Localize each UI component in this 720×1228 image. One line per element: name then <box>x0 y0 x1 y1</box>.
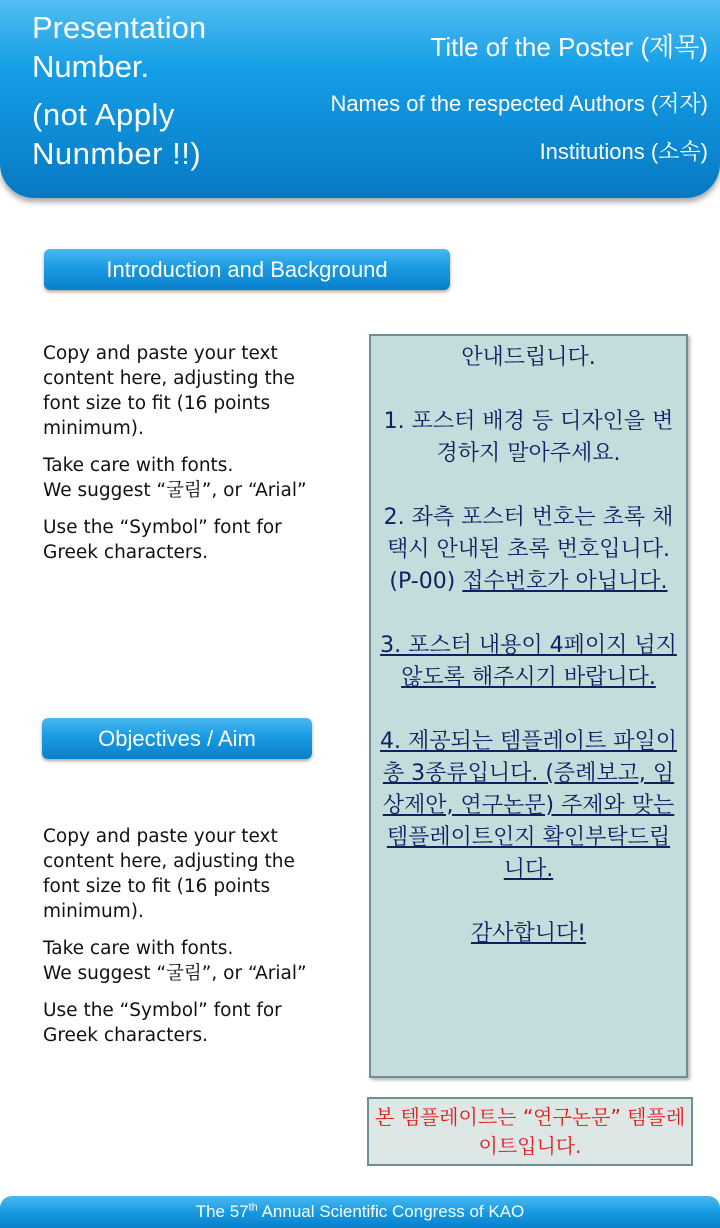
notice-greeting: 안내드립니다. <box>461 345 596 370</box>
notice-thanks: 감사합니다! <box>470 921 587 946</box>
intro-paragraph-2-line-2: We suggest “굴림”, or “Arial” <box>43 480 307 501</box>
notice-box <box>369 334 688 1078</box>
template-note-box: 본 템플레이트는 “연구논문” 템플레이트입니다. <box>367 1097 693 1166</box>
presentation-note: (not Apply Nunmber !!) <box>32 97 202 171</box>
intro-section-heading: Introduction and Background <box>44 249 450 290</box>
objectives-paragraph-2-line-1: Take care with fonts. <box>43 938 234 959</box>
poster-institutions: Institutions (소속) <box>539 139 708 164</box>
poster-title: Title of the Poster (제목) <box>430 32 708 62</box>
objectives-paragraph-3: Use the “Symbol” font for Greek characters. <box>43 1000 282 1046</box>
intro-paragraph-1: Copy and paste your text content here, adjusting the font size to fit (16 points minimum). <box>43 343 295 439</box>
intro-paragraph-2 <box>43 453 333 503</box>
objectives-section-heading: Objectives / Aim <box>42 718 312 759</box>
notice-item-3: 3. 포스터 내용이 4페이지 넘지 않도록 해주시기 바랍니다. <box>380 633 677 690</box>
objectives-paragraph-2-line-2: We suggest “굴림”, or “Arial” <box>43 963 307 984</box>
objectives-paragraph-1: Copy and paste your text content here, adjusting the font size to fit (16 points minimum). <box>43 826 295 922</box>
notice-item-2-text: 2. 좌측 포스터 번호는 초록 채택시 안내된 초록 번호입니다. (P-00) <box>383 505 674 594</box>
notice-item-1: 1. 포스터 배경 등 디자인을 변경하지 말아주세요. <box>383 409 674 466</box>
footer-suffix: Annual Scientific Congress of KAO <box>257 1202 525 1221</box>
notice-item-2 <box>379 502 678 598</box>
footer-superscript: th <box>248 1201 258 1214</box>
footer-text <box>196 1202 525 1222</box>
intro-paragraph-3: Use the “Symbol” font for Greek characters. <box>43 517 282 563</box>
footer-prefix: The 57 <box>195 1202 249 1221</box>
objectives-paragraph-2 <box>43 936 333 986</box>
poster-header <box>0 0 720 198</box>
presentation-number: Presentation Number. <box>32 10 207 84</box>
poster-footer <box>0 1196 720 1228</box>
poster-authors: Names of the respected Authors (저자) <box>330 91 708 116</box>
notice-item-4: 4. 제공되는 템플레이트 파일이 총 3종류입니다. (증례보고, 임상제안, 연구논문) 주제와 맞는 템플레이트인지 확인부탁드립니다. <box>380 729 677 882</box>
presentation-number-block <box>32 8 282 173</box>
intro-paragraph-2-line-1: Take care with fonts. <box>43 455 234 476</box>
notice-item-2-underlined: 접수번호가 아닙니다. <box>462 569 668 594</box>
objectives-body <box>43 824 333 1060</box>
intro-body <box>43 341 333 577</box>
